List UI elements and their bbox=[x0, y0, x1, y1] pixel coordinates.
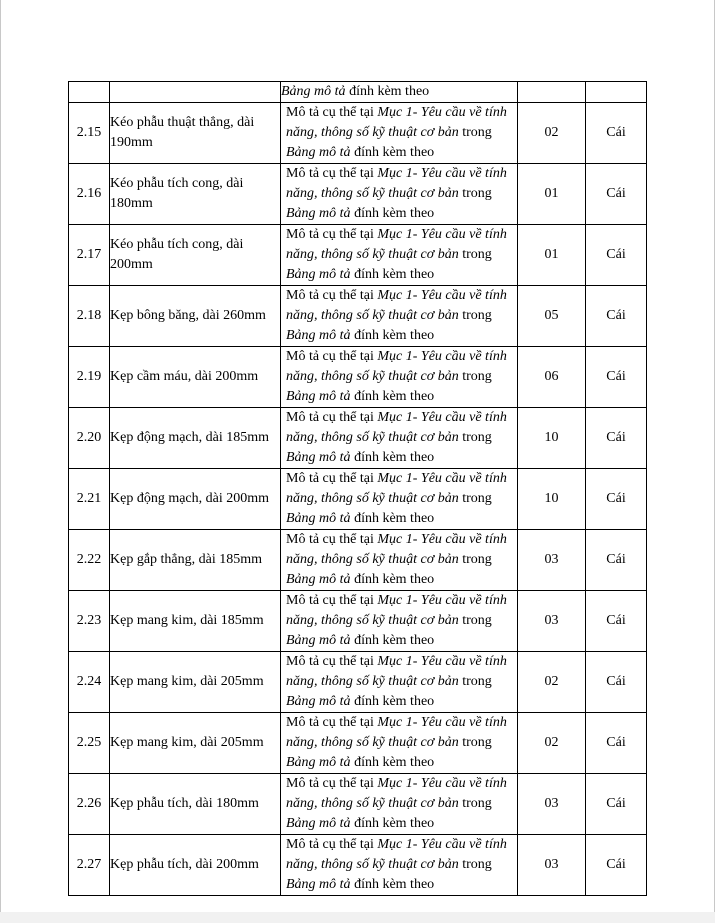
item-quantity-cell: 10 bbox=[518, 408, 586, 469]
item-number-cell: 2.20 bbox=[69, 408, 110, 469]
item-number-cell: 2.16 bbox=[69, 164, 110, 225]
item-description-cell bbox=[281, 591, 518, 652]
item-quantity-cell: 02 bbox=[518, 103, 586, 164]
item-name-cell: Kẹp phẫu tích, dài 200mm bbox=[110, 835, 281, 896]
description-text: Mô tả cụ thể tại Mục 1- Yêu cầu về tính năng, thông số kỹ thuật cơ bản trong Bảng mô tả đính kèm theo bbox=[286, 288, 507, 343]
table-row bbox=[69, 225, 647, 286]
item-name-cell: Kẹp động mạch, dài 200mm bbox=[110, 469, 281, 530]
item-name-cell: Kẹp động mạch, dài 185mm bbox=[110, 408, 281, 469]
item-quantity-cell: 02 bbox=[518, 713, 586, 774]
item-description-cell bbox=[281, 652, 518, 713]
item-description-cell bbox=[281, 103, 518, 164]
description-text: Mô tả cụ thể tại Mục 1- Yêu cầu về tính năng, thông số kỹ thuật cơ bản trong Bảng mô tả đính kèm theo bbox=[286, 776, 507, 831]
item-quantity-cell: 01 bbox=[518, 225, 586, 286]
description-text: Mô tả cụ thể tại Mục 1- Yêu cầu về tính năng, thông số kỹ thuật cơ bản trong Bảng mô tả đính kèm theo bbox=[286, 410, 507, 465]
table-row bbox=[69, 469, 647, 530]
table-row bbox=[69, 652, 647, 713]
item-name-cell: Kẹp mang kim, dài 205mm bbox=[110, 652, 281, 713]
item-description-cell bbox=[281, 530, 518, 591]
item-number-cell bbox=[69, 82, 110, 103]
description-text: Mô tả cụ thể tại Mục 1- Yêu cầu về tính năng, thông số kỹ thuật cơ bản trong Bảng mô tả đính kèm theo bbox=[286, 349, 507, 404]
description-text: Mô tả cụ thể tại Mục 1- Yêu cầu về tính năng, thông số kỹ thuật cơ bản trong Bảng mô tả đính kèm theo bbox=[286, 471, 507, 526]
item-number-cell: 2.21 bbox=[69, 469, 110, 530]
item-number-cell: 2.23 bbox=[69, 591, 110, 652]
table-row bbox=[69, 103, 647, 164]
item-number-cell: 2.26 bbox=[69, 774, 110, 835]
item-unit-cell: Cái bbox=[586, 408, 647, 469]
item-name-cell bbox=[110, 82, 281, 103]
table-row bbox=[69, 530, 647, 591]
equipment-table bbox=[68, 81, 647, 896]
item-quantity-cell: 10 bbox=[518, 469, 586, 530]
item-name-cell: Kẹp mang kim, dài 185mm bbox=[110, 591, 281, 652]
item-unit-cell: Cái bbox=[586, 652, 647, 713]
item-name-cell: Kẹp gắp thẳng, dài 185mm bbox=[110, 530, 281, 591]
item-description-cell bbox=[281, 774, 518, 835]
description-text: Mô tả cụ thể tại Mục 1- Yêu cầu về tính năng, thông số kỹ thuật cơ bản trong Bảng mô tả đính kèm theo bbox=[286, 837, 507, 892]
description-text: Mô tả cụ thể tại Mục 1- Yêu cầu về tính năng, thông số kỹ thuật cơ bản trong Bảng mô tả đính kèm theo bbox=[286, 715, 507, 770]
item-number-cell: 2.24 bbox=[69, 652, 110, 713]
item-quantity-cell: 05 bbox=[518, 286, 586, 347]
item-quantity-cell: 01 bbox=[518, 164, 586, 225]
item-quantity-cell: 03 bbox=[518, 835, 586, 896]
item-description-cell bbox=[281, 164, 518, 225]
description-text: Mô tả cụ thể tại Mục 1- Yêu cầu về tính năng, thông số kỹ thuật cơ bản trong Bảng mô tả đính kèm theo bbox=[286, 593, 507, 648]
item-quantity-cell bbox=[518, 82, 586, 103]
item-name-cell: Kéo phẫu tích cong, dài 180mm bbox=[110, 164, 281, 225]
item-description-cell bbox=[281, 408, 518, 469]
item-quantity-cell: 03 bbox=[518, 774, 586, 835]
description-text: Mô tả cụ thể tại Mục 1- Yêu cầu về tính năng, thông số kỹ thuật cơ bản trong Bảng mô tả đính kèm theo bbox=[286, 166, 507, 221]
item-description-cell bbox=[281, 713, 518, 774]
description-text: Mô tả cụ thể tại Mục 1- Yêu cầu về tính năng, thông số kỹ thuật cơ bản trong Bảng mô tả đính kèm theo bbox=[286, 227, 507, 282]
item-number-cell: 2.27 bbox=[69, 835, 110, 896]
item-unit-cell: Cái bbox=[586, 591, 647, 652]
item-quantity-cell: 06 bbox=[518, 347, 586, 408]
table-row bbox=[69, 713, 647, 774]
item-unit-cell: Cái bbox=[586, 774, 647, 835]
item-name-cell: Kẹp mang kim, dài 205mm bbox=[110, 713, 281, 774]
item-description-cell bbox=[281, 835, 518, 896]
item-number-cell: 2.22 bbox=[69, 530, 110, 591]
table-row bbox=[69, 835, 647, 896]
description-text: Mô tả cụ thể tại Mục 1- Yêu cầu về tính năng, thông số kỹ thuật cơ bản trong Bảng mô tả đính kèm theo bbox=[286, 654, 507, 709]
description-text: Mô tả cụ thể tại Mục 1- Yêu cầu về tính năng, thông số kỹ thuật cơ bản trong Bảng mô tả đính kèm theo bbox=[286, 532, 507, 587]
item-description-cell bbox=[281, 469, 518, 530]
item-name-cell: Kéo phẫu thuật thẳng, dài 190mm bbox=[110, 103, 281, 164]
item-name-cell: Kẹp cầm máu, dài 200mm bbox=[110, 347, 281, 408]
item-unit-cell: Cái bbox=[586, 469, 647, 530]
item-number-cell: 2.15 bbox=[69, 103, 110, 164]
table-row bbox=[69, 286, 647, 347]
table-row bbox=[69, 347, 647, 408]
item-unit-cell: Cái bbox=[586, 286, 647, 347]
item-number-cell: 2.25 bbox=[69, 713, 110, 774]
item-unit-cell: Cái bbox=[586, 347, 647, 408]
item-description-cell: Bảng mô tả đính kèm theo bbox=[281, 82, 518, 103]
item-unit-cell: Cái bbox=[586, 530, 647, 591]
table-row bbox=[69, 164, 647, 225]
item-number-cell: 2.18 bbox=[69, 286, 110, 347]
item-name-cell: Kéo phẫu tích cong, dài 200mm bbox=[110, 225, 281, 286]
item-unit-cell: Cái bbox=[586, 713, 647, 774]
viewer-bottom-strip bbox=[0, 912, 715, 923]
item-name-cell: Kẹp bông băng, dài 260mm bbox=[110, 286, 281, 347]
item-unit-cell: Cái bbox=[586, 835, 647, 896]
table-row bbox=[69, 82, 647, 103]
item-unit-cell: Cái bbox=[586, 225, 647, 286]
item-quantity-cell: 02 bbox=[518, 652, 586, 713]
table-row bbox=[69, 408, 647, 469]
table-row bbox=[69, 591, 647, 652]
item-quantity-cell: 03 bbox=[518, 530, 586, 591]
item-unit-cell: Cái bbox=[586, 164, 647, 225]
item-unit-cell: Cái bbox=[586, 103, 647, 164]
item-name-cell: Kẹp phẫu tích, dài 180mm bbox=[110, 774, 281, 835]
table-row bbox=[69, 774, 647, 835]
item-quantity-cell: 03 bbox=[518, 591, 586, 652]
description-text: Mô tả cụ thể tại Mục 1- Yêu cầu về tính năng, thông số kỹ thuật cơ bản trong Bảng mô tả đính kèm theo bbox=[286, 105, 507, 160]
item-number-cell: 2.19 bbox=[69, 347, 110, 408]
item-number-cell: 2.17 bbox=[69, 225, 110, 286]
item-unit-cell bbox=[586, 82, 647, 103]
item-description-cell bbox=[281, 225, 518, 286]
item-description-cell bbox=[281, 347, 518, 408]
item-description-cell bbox=[281, 286, 518, 347]
